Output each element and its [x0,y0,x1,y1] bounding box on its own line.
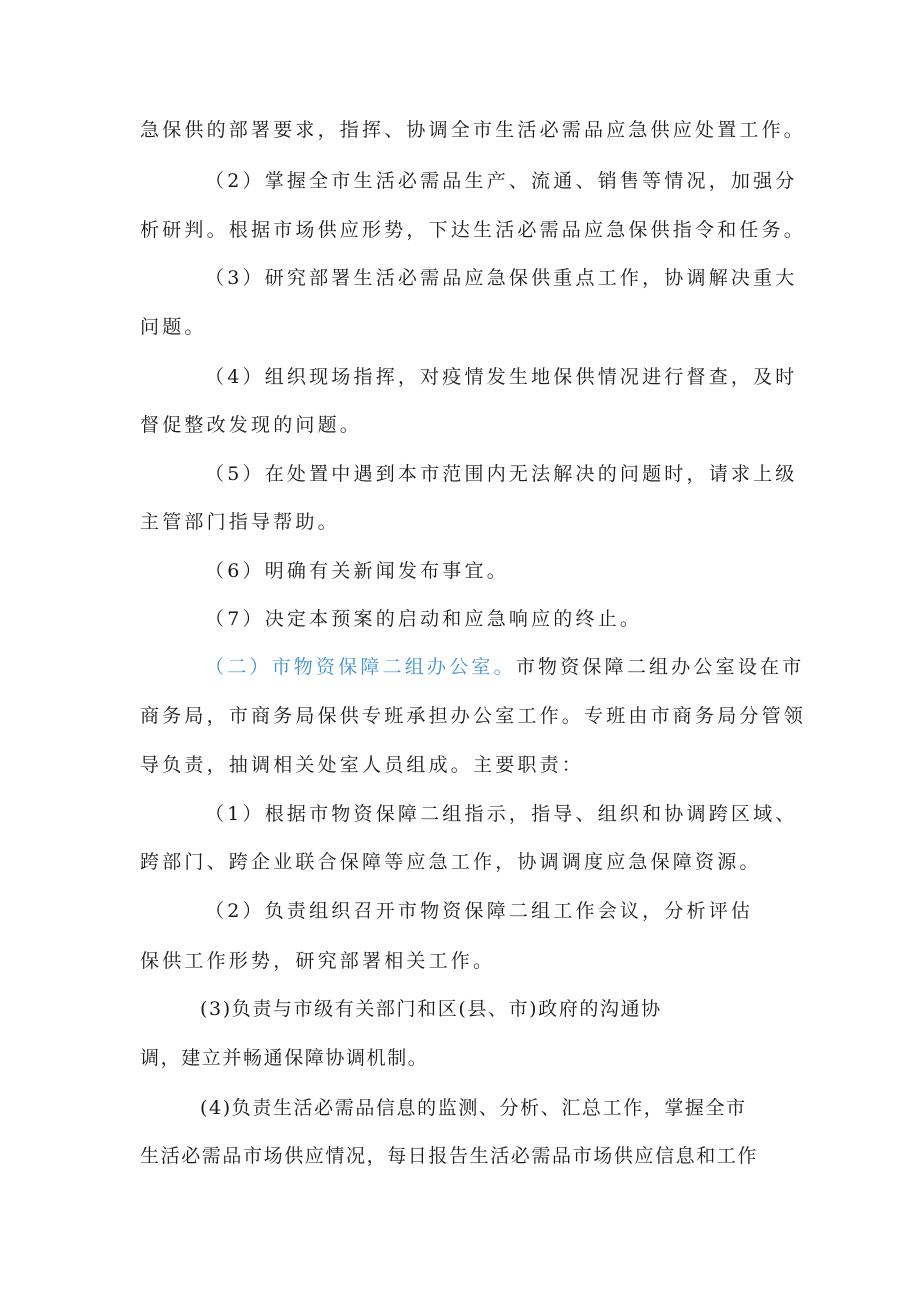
text-line: （4）组织现场指挥，对疫情发生地保供情况进行督查，及时 [205,366,798,388]
text-line: 问题。 [140,316,207,338]
text-line: 调，建立并畅通保障协调机制。 [140,1047,429,1069]
text-line: （5）在处置中遇到本市范围内无法解决的问题时，请求上级 [205,463,798,485]
text-line: (3)负责与市级有关部门和区(县、市)政府的沟通协 [200,998,662,1020]
text-line: (4)负责生活必需品信息的监测、分析、汇总工作，掌握全市 [200,1097,747,1119]
section-heading: （二）市物资保障二组办公室。 [205,656,516,678]
text-line: （7）决定本预案的启动和应急响应的终止。 [205,608,643,630]
text-line: （6）明确有关新闻发布事宜。 [205,560,509,582]
text-line: 跨部门、跨企业联合保障等应急工作，协调调度应急保障资源。 [140,851,762,873]
text-line: 导负责，抽调相关处室人员组成。主要职责： [140,754,585,776]
text-line: 督促整改发现的问题。 [140,414,363,436]
text-line: 急保供的部署要求，指挥、协调全市生活必需品应急供应处置工作。 [140,119,807,141]
text-line: 主管部门指导帮助。 [140,511,340,533]
text-line: 生活必需品市场供应情况，每日报告生活必需品市场供应信息和工作 [140,1145,759,1167]
text-line: 商务局，市商务局保供专班承担办公室工作。专班由市商务局分管领 [140,705,807,727]
text-line: （2）掌握全市生活必需品生产、流通、销售等情况，加强分 [205,170,798,192]
text-line: （3）研究部署生活必需品应急保供重点工作，协调解决重大 [205,267,798,289]
text-line: （1）根据市物资保障二组指示，指导、组织和协调跨区域、 [205,803,798,825]
section-text: 市物资保障二组办公室设在市 [515,656,805,678]
text-line: （2）负责组织召开市物资保障二组工作会议，分析评估 [205,900,754,922]
section-line [205,652,805,682]
text-line: 保供工作形势，研究部署相关工作。 [140,950,496,972]
text-line: 析研判。根据市场供应形势，下达生活必需品应急保供指令和任务。 [140,219,807,241]
